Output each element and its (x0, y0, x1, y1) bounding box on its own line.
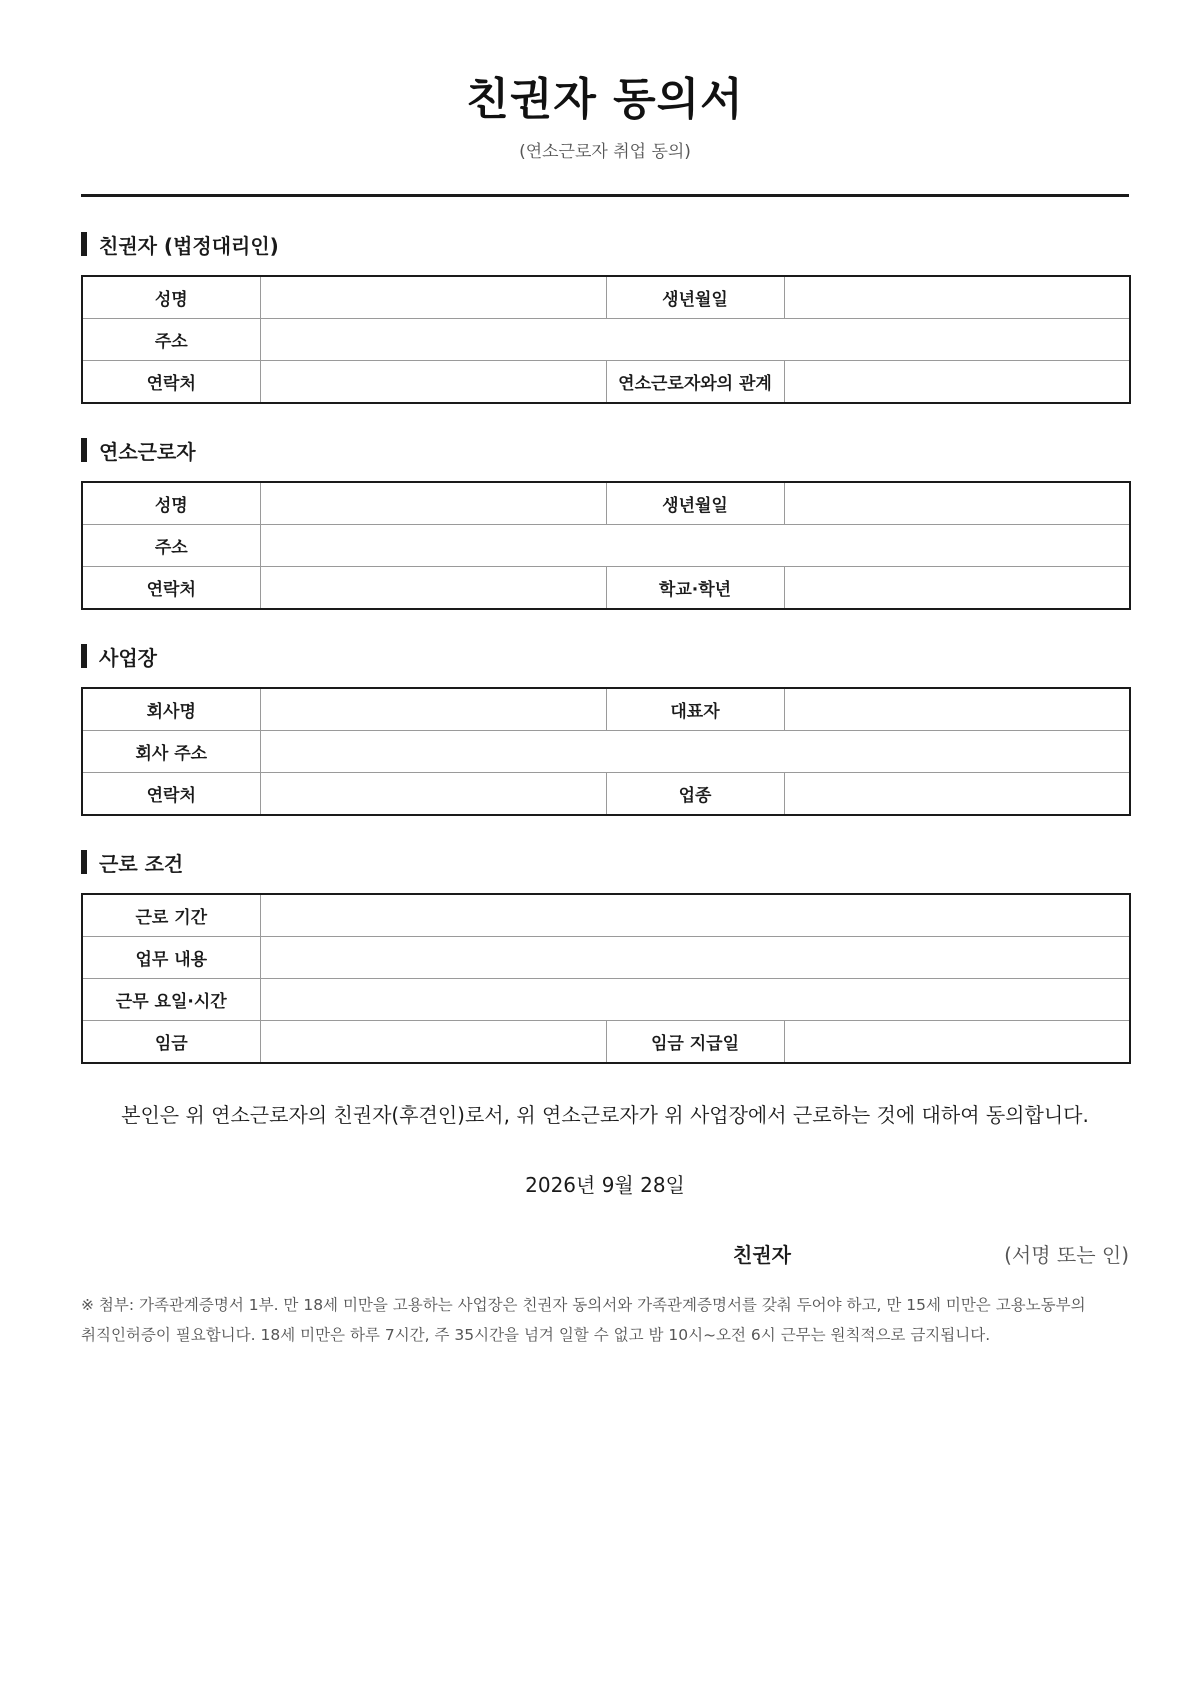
table-row (82, 276, 1130, 319)
company-contact-label: 연락처 (82, 773, 260, 816)
section-heading-workplace (81, 641, 1129, 671)
minor-address-field[interactable] (260, 525, 1130, 567)
conditions-table (81, 893, 1131, 1064)
section-heading-text: 친권자 (법정대리인) (99, 233, 279, 258)
signing-date: 2026년 9월 28일 (525, 1173, 685, 1197)
document-title: 친권자 동의서 (466, 74, 744, 125)
table-row (82, 894, 1130, 937)
table-row (82, 773, 1130, 816)
section-heading-guardian (81, 229, 1129, 259)
minor-table (81, 481, 1131, 610)
attachment-note (81, 1290, 1129, 1350)
wage-label: 임금 (82, 1021, 260, 1064)
minor-school-field[interactable] (784, 567, 1130, 610)
industry-label: 업종 (606, 773, 784, 816)
wage-field[interactable] (260, 1021, 606, 1064)
section-heading-text: 사업장 (99, 645, 157, 670)
work-period-field[interactable] (260, 894, 1130, 937)
guardian-contact-field[interactable] (260, 361, 606, 404)
signature-row (81, 1240, 1129, 1270)
table-row (82, 979, 1130, 1021)
guardian-address-label: 주소 (82, 319, 260, 361)
section-marker (81, 644, 87, 668)
guardian-birth-label: 생년월일 (606, 276, 784, 319)
workplace-table (81, 687, 1131, 816)
ceo-label: 대표자 (606, 688, 784, 731)
section-heading-conditions (81, 847, 1129, 877)
payday-field[interactable] (784, 1021, 1130, 1064)
guardian-relation-label: 연소근로자와의 관계 (606, 361, 784, 404)
table-row (82, 525, 1130, 567)
table-row (82, 1021, 1130, 1064)
document-subtitle: (연소근로자 취업 동의) (519, 142, 691, 162)
ceo-field[interactable] (784, 688, 1130, 731)
company-address-label: 회사 주소 (82, 731, 260, 773)
signature-label: 친권자 (733, 1243, 791, 1267)
section-marker (81, 438, 87, 462)
minor-birth-label: 생년월일 (606, 482, 784, 525)
company-name-field[interactable] (260, 688, 606, 731)
industry-field[interactable] (784, 773, 1130, 816)
note-line-2: 취직인허증이 필요합니다. 18세 미만은 하루 7시간, 주 35시간을 넘겨 일할 수 없고 밤 10시~오전 6시 근무는 원칙적으로 금지됩니다. (81, 1326, 991, 1344)
consent-form-page (81, 0, 1129, 1350)
company-name-label: 회사명 (82, 688, 260, 731)
table-row (82, 567, 1130, 610)
minor-school-label: 학교·학년 (606, 567, 784, 610)
minor-birth-field[interactable] (784, 482, 1130, 525)
section-marker (81, 850, 87, 874)
table-row (82, 319, 1130, 361)
table-row (82, 361, 1130, 404)
schedule-field[interactable] (260, 979, 1130, 1021)
guardian-address-field[interactable] (260, 319, 1130, 361)
guardian-table (81, 275, 1131, 404)
guardian-birth-field[interactable] (784, 276, 1130, 319)
table-row (82, 731, 1130, 773)
minor-contact-label: 연락처 (82, 567, 260, 610)
guardian-contact-label: 연락처 (82, 361, 260, 404)
minor-name-label: 성명 (82, 482, 260, 525)
section-heading-text: 연소근로자 (99, 439, 196, 464)
payday-label: 임금 지급일 (606, 1021, 784, 1064)
minor-name-field[interactable] (260, 482, 606, 525)
minor-contact-field[interactable] (260, 567, 606, 610)
title-divider (81, 194, 1129, 197)
company-address-field[interactable] (260, 731, 1130, 773)
duties-label: 업무 내용 (82, 937, 260, 979)
schedule-label: 근무 요일·시간 (82, 979, 260, 1021)
consent-statement: 본인은 위 연소근로자의 친권자(후견인)로서, 위 연소근로자가 위 사업장에서 근로하는 것에 대하여 동의합니다. (121, 1103, 1089, 1127)
table-row (82, 937, 1130, 979)
note-line-1: ※ 첨부: 가족관계증명서 1부. 만 18세 미만을 고용하는 사업장은 친권자 동의서와 가족관계증명서를 갖춰 두어야 하고, 만 15세 미만은 고용노동부의 (81, 1296, 1086, 1314)
section-heading-minor (81, 435, 1129, 465)
table-row (82, 482, 1130, 525)
guardian-name-field[interactable] (260, 276, 606, 319)
section-marker (81, 232, 87, 256)
section-heading-text: 근로 조건 (99, 851, 184, 876)
signature-hint[interactable]: (서명 또는 인) (1004, 1243, 1129, 1267)
guardian-relation-field[interactable] (784, 361, 1130, 404)
company-contact-field[interactable] (260, 773, 606, 816)
duties-field[interactable] (260, 937, 1130, 979)
table-row (82, 688, 1130, 731)
work-period-label: 근로 기간 (82, 894, 260, 937)
minor-address-label: 주소 (82, 525, 260, 567)
guardian-name-label: 성명 (82, 276, 260, 319)
